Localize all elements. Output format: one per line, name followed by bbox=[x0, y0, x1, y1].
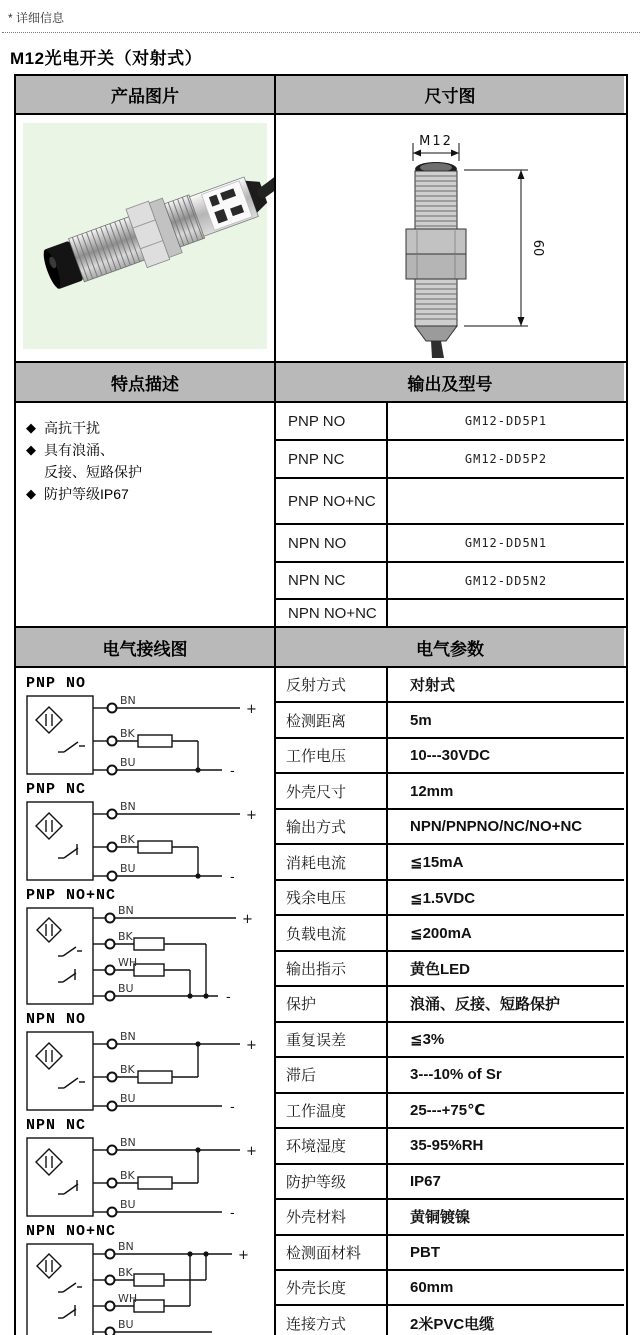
product-photo bbox=[16, 115, 274, 359]
feature-item bbox=[26, 461, 268, 483]
feature-text: 反接、短路保护 bbox=[44, 464, 142, 480]
wiring-diagrams bbox=[16, 668, 276, 1335]
features-list bbox=[16, 403, 276, 626]
header-product-image: 产品图片 bbox=[16, 76, 276, 113]
dim-diameter-label: M12 bbox=[419, 134, 453, 149]
param-row bbox=[276, 1021, 624, 1056]
header-row-3 bbox=[16, 626, 626, 666]
wire-label-bn: BN bbox=[118, 1240, 134, 1253]
feature-text: 高抗干扰 bbox=[44, 420, 100, 436]
plus-sign: + bbox=[246, 808, 257, 823]
param-row bbox=[276, 1304, 624, 1335]
diamond-bullet-icon: ◆ bbox=[26, 420, 36, 435]
params-table bbox=[276, 668, 624, 1335]
output-model-row bbox=[276, 403, 624, 439]
plus-sign: + bbox=[246, 1144, 257, 1159]
output-type: NPN NO+NC bbox=[276, 600, 388, 626]
header-wiring: 电气接线图 bbox=[16, 628, 276, 666]
param-value: 黄色LED bbox=[410, 960, 471, 978]
plus-sign: + bbox=[246, 1038, 257, 1053]
param-value: 3---10% of Sr bbox=[410, 1066, 502, 1084]
param-row bbox=[276, 914, 624, 949]
minus-sign: - bbox=[230, 1100, 235, 1115]
wiring-diagram-pnp-nc bbox=[22, 798, 262, 886]
header-features: 特点描述 bbox=[16, 363, 276, 401]
header-row-2 bbox=[16, 361, 626, 401]
diamond-bullet-icon bbox=[26, 461, 44, 483]
plus-sign: + bbox=[242, 912, 253, 927]
wiring-diagram-npn-no bbox=[22, 1028, 262, 1116]
param-value: 5m bbox=[410, 711, 432, 729]
param-value: 10---30VDC bbox=[410, 747, 491, 765]
param-label: 消耗电流 bbox=[276, 845, 388, 878]
output-type: PNP NO bbox=[276, 403, 388, 439]
param-label: 外壳材料 bbox=[276, 1200, 388, 1233]
param-row bbox=[276, 843, 624, 878]
output-model-row bbox=[276, 477, 624, 523]
wire-label-bu: BU bbox=[120, 756, 136, 769]
diamond-bullet-icon: ◆ bbox=[26, 442, 36, 457]
param-label: 工作温度 bbox=[276, 1094, 388, 1127]
wire-label-bn: BN bbox=[120, 800, 136, 813]
wire-label-bn: BN bbox=[120, 1030, 136, 1043]
wire-label-bk: BK bbox=[118, 930, 133, 943]
dimension-drawing-cell bbox=[276, 115, 624, 361]
param-row bbox=[276, 950, 624, 985]
param-value: NPN/PNPNO/NC/NO+NC bbox=[410, 818, 583, 836]
wiring-params-row bbox=[16, 666, 626, 1335]
output-model-row bbox=[276, 523, 624, 561]
plus-sign: + bbox=[238, 1248, 249, 1263]
wiring-diagram-title: PNP NO bbox=[26, 675, 87, 692]
param-label: 环境湿度 bbox=[276, 1129, 388, 1162]
param-value: ≦200mA bbox=[410, 925, 472, 943]
param-value: 12mm bbox=[410, 782, 454, 800]
param-row bbox=[276, 1127, 624, 1162]
image-row bbox=[16, 113, 626, 361]
param-value: 35-95%RH bbox=[410, 1137, 484, 1155]
param-row bbox=[276, 701, 624, 736]
output-model-row bbox=[276, 561, 624, 598]
param-value: ≦3% bbox=[410, 1031, 445, 1049]
wiring-diagram-npn-no-nc bbox=[22, 1240, 262, 1335]
param-label: 检测距离 bbox=[276, 703, 388, 736]
wire-label-bu: BU bbox=[120, 862, 136, 875]
wire-label-bu: BU bbox=[118, 1318, 134, 1331]
header-output-model: 输出及型号 bbox=[276, 363, 624, 401]
wiring-diagram-title: PNP NC bbox=[26, 781, 87, 798]
model-number bbox=[388, 479, 624, 523]
param-value: 25---+75℃ bbox=[410, 1102, 486, 1120]
product-photo-cell bbox=[16, 115, 276, 361]
param-row bbox=[276, 1092, 624, 1127]
minus-sign: - bbox=[230, 764, 235, 779]
wire-label-bu: BU bbox=[118, 982, 134, 995]
wiring-diagram-title: NPN NO bbox=[26, 1011, 87, 1028]
wire-label-bk: BK bbox=[118, 1266, 133, 1279]
dimension-drawing bbox=[276, 115, 622, 359]
feature-item bbox=[26, 439, 268, 461]
header-dimension: 尺寸图 bbox=[276, 76, 624, 113]
param-row bbox=[276, 1163, 624, 1198]
output-type: NPN NO bbox=[276, 525, 388, 561]
model-number: GM12-DD5N2 bbox=[464, 573, 548, 588]
param-value: 2米PVC电缆 bbox=[410, 1315, 495, 1333]
output-model-row bbox=[276, 598, 624, 626]
wire-label-bk: BK bbox=[120, 727, 135, 740]
wire-label-bk: BK bbox=[120, 1063, 135, 1076]
wiring-diagram-pnp-no-nc bbox=[22, 904, 262, 1010]
param-value: ≦1.5VDC bbox=[410, 889, 476, 907]
wiring-diagram-npn-nc bbox=[22, 1134, 262, 1222]
wire-label-bn: BN bbox=[118, 904, 134, 917]
param-label: 输出指示 bbox=[276, 952, 388, 985]
model-number bbox=[388, 600, 624, 626]
output-model-table bbox=[276, 403, 624, 626]
wiring-diagram-pnp-no bbox=[22, 692, 262, 780]
param-label: 工作电压 bbox=[276, 739, 388, 772]
param-label: 外壳尺寸 bbox=[276, 774, 388, 807]
feature-text: 具有浪涌、 bbox=[44, 442, 114, 458]
param-value: 黄铜镀镍 bbox=[410, 1209, 471, 1227]
param-label: 外壳长度 bbox=[276, 1271, 388, 1304]
output-type: NPN NC bbox=[276, 563, 388, 598]
wiring-diagram-title: NPN NO+NC bbox=[26, 1223, 117, 1240]
wire-label-bn: BN bbox=[120, 1136, 136, 1149]
features-output-row bbox=[16, 401, 626, 626]
dim-length-label: 60 bbox=[530, 239, 545, 257]
param-label: 保护 bbox=[276, 987, 388, 1020]
minus-sign: - bbox=[226, 990, 231, 1005]
param-row bbox=[276, 1269, 624, 1304]
param-label: 检测面材料 bbox=[276, 1236, 388, 1269]
output-model-row bbox=[276, 439, 624, 477]
model-number: GM12-DD5P1 bbox=[464, 414, 548, 428]
model-number: GM12-DD5P2 bbox=[464, 452, 548, 466]
param-value: 60mm bbox=[410, 1279, 454, 1297]
param-label: 反射方式 bbox=[276, 668, 388, 701]
param-value: ≦15mA bbox=[410, 854, 464, 872]
param-row bbox=[276, 1198, 624, 1233]
param-label: 滞后 bbox=[276, 1058, 388, 1091]
param-label: 残余电压 bbox=[276, 881, 388, 914]
spec-table bbox=[14, 74, 628, 1335]
param-row bbox=[276, 668, 624, 701]
param-row bbox=[276, 1056, 624, 1091]
param-label: 重复误差 bbox=[276, 1023, 388, 1056]
param-row bbox=[276, 1234, 624, 1269]
param-row bbox=[276, 879, 624, 914]
detail-info-note: * 详细信息 bbox=[8, 11, 65, 25]
plus-sign: + bbox=[246, 702, 257, 717]
header-row-1 bbox=[16, 76, 626, 113]
param-row bbox=[276, 772, 624, 807]
minus-sign: - bbox=[230, 1206, 235, 1221]
diamond-bullet-icon: ◆ bbox=[26, 486, 36, 501]
feature-item bbox=[26, 417, 268, 439]
wire-label-wh: WH bbox=[118, 1292, 138, 1305]
feature-item bbox=[26, 483, 268, 505]
param-label: 连接方式 bbox=[276, 1306, 388, 1335]
dotted-divider bbox=[2, 32, 640, 33]
output-type: PNP NC bbox=[276, 441, 388, 477]
wiring-diagram-title: PNP NO+NC bbox=[26, 887, 117, 904]
output-type: PNP NO+NC bbox=[276, 479, 388, 523]
wire-label-bu: BU bbox=[120, 1092, 136, 1105]
param-row bbox=[276, 985, 624, 1020]
feature-text: 防护等级IP67 bbox=[44, 486, 129, 502]
wiring-diagram-title: NPN NC bbox=[26, 1117, 87, 1134]
minus-sign: - bbox=[230, 870, 235, 885]
wire-label-wh: WH bbox=[118, 956, 138, 969]
param-row bbox=[276, 808, 624, 843]
page-title: M12光电开关（对射式） bbox=[10, 49, 203, 68]
header-params: 电气参数 bbox=[276, 628, 624, 666]
param-value: IP67 bbox=[410, 1172, 441, 1190]
wire-label-bk: BK bbox=[120, 833, 135, 846]
param-label: 负载电流 bbox=[276, 916, 388, 949]
param-label: 输出方式 bbox=[276, 810, 388, 843]
wire-label-bk: BK bbox=[120, 1169, 135, 1182]
param-row bbox=[276, 737, 624, 772]
wire-label-bn: BN bbox=[120, 694, 136, 707]
param-value: PBT bbox=[410, 1243, 440, 1261]
param-value: 浪涌、反接、短路保护 bbox=[410, 996, 561, 1014]
param-value: 对射式 bbox=[410, 677, 456, 695]
model-number: GM12-DD5N1 bbox=[464, 536, 548, 550]
wire-label-bu: BU bbox=[120, 1198, 136, 1211]
param-label: 防护等级 bbox=[276, 1165, 388, 1198]
